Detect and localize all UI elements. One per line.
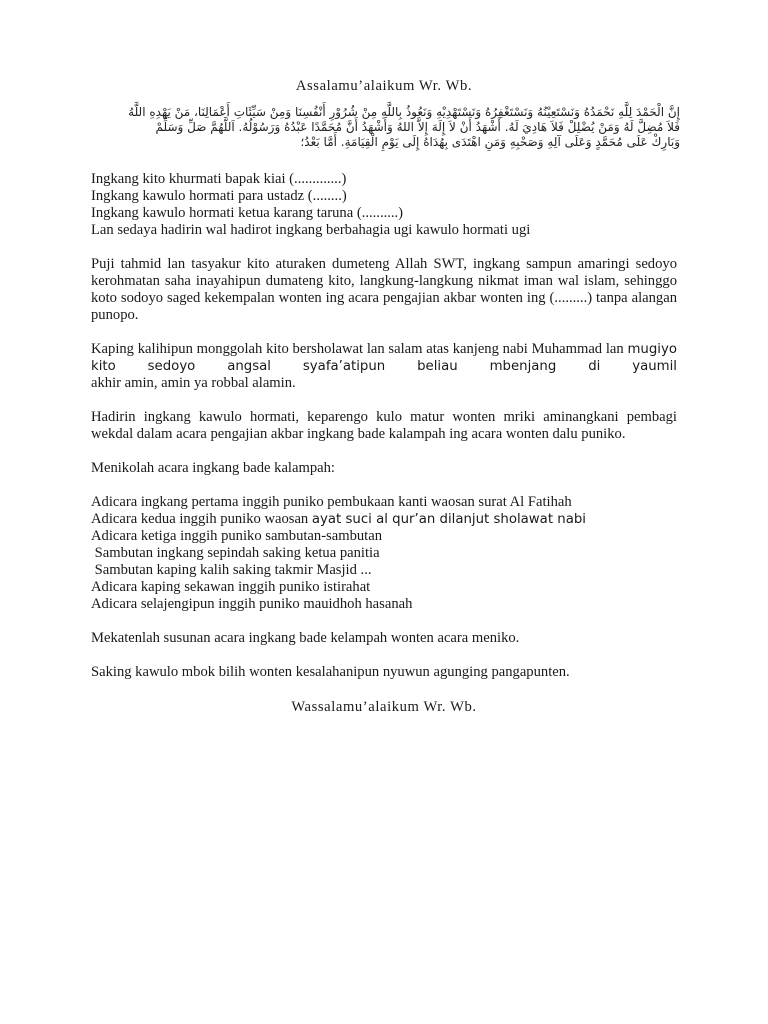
- shalawat-line-1: [91, 341, 677, 375]
- agenda-list: [91, 494, 677, 613]
- opening-salam-heading: Assalamu’alaikum Wr. Wb.: [295, 78, 473, 94]
- greeting-line-ustadz: Ingkang kawulo hormati para ustadz (........): [91, 188, 347, 204]
- agenda-intro: Menikolah acara ingkang bade kalampah:: [91, 460, 335, 476]
- agenda-item-speech-takmir: Sambutan kaping kalih saking takmir Masjid ...: [91, 562, 372, 578]
- agenda-item-quran-serif: Adicara kedua inggih puniko waosan: [91, 511, 312, 527]
- paragraph-shalawat: [91, 341, 677, 392]
- apology-text: Saking kawulo mbok bilih wonten kesalahanipun nyuwun agunging pangapunten.: [91, 664, 570, 680]
- agenda-item-quran: [91, 511, 677, 528]
- agenda-item-speech-committee: Sambutan ingkang sepindah saking ketua panitia: [91, 545, 380, 561]
- agenda-item-opening: Adicara ingkang pertama inggih puniko pembukaan kanti waosan surat Al Fatihah: [91, 494, 572, 510]
- arabic-opening-prayer: [88, 105, 680, 150]
- agenda-item-break: Adicara kaping sekawan inggih puniko istirahat: [91, 579, 371, 595]
- shalawat-sans-text: mugiyo kito sedoyo angsal syafa’atipun beliau mbenjang di yaumil: [91, 342, 677, 374]
- agenda-item-sermon: Adicara selajengipun inggih puniko mauidhoh hasanah: [91, 596, 413, 612]
- paragraph-praise: Puji tahmid lan tasyakur kito aturaken dumeteng Allah SWT, ingkang sampun amaringi sedoyo kerohmatan saha inayahipun dumateng kito, langkung-langkung nikmat iman wal islam, sehinggo koto sodoyo saged kekempalan wonten ing acara pengajian akbar wonten ing (.........) tanpa alangan punopo.: [91, 256, 677, 323]
- shalawat-closing-line: akhir amin, amin ya robbal alamin.: [91, 375, 296, 391]
- closing-salam-heading: Wassalamu’alaikum Wr. Wb.: [291, 699, 477, 715]
- agenda-item-speeches: Adicara ketiga inggih puniko sambutan-sambutan: [91, 528, 382, 544]
- greeting-line-hadirin: Lan sedaya hadirin wal hadirot ingkang berbahagia ugi kawulo hormati ugi: [91, 222, 531, 238]
- greeting-line-ketua: Ingkang kawulo hormati ketua karang taruna (..........): [91, 205, 404, 221]
- document-page: [91, 78, 680, 716]
- arabic-line-1: إِنَّ الْحَمْدَ لِلَّهِ نَحْمَدُهُ وَنَسْتَعِيْنُهُ وَنَسْتَغْفِرُهُ وَنَسْتَهْدِيْهِ وَنَعُوذُ بِاللَّهِ مِنْ شُرُوْرِ أَنْفُسِنَا وَمِنْ سَيِّئَاتِ أَعْمَالِنَا، مَنْ يَهْدِهِ اللَّهُ: [128, 105, 680, 119]
- greetings-block: [91, 171, 677, 239]
- shalawat-serif-text: Kaping kalihipun monggolah kito bersholawat lan salam atas kanjeng nabi Muhammad lan: [91, 341, 628, 357]
- arabic-line-2: فَلاَ مُضِلَّ لَهُ وَمَنْ يُضْلِلْ فَلاَ هَادِيَ لَهُ. أَشْهَدُ أَنْ لاَ إِلَهَ إِلاَّ اللهُ وَأَشْهَدُ أَنَّ مُحَمَّدًا عَبْدُهُ وَرَسُوْلُهُ. اَللَّهُمَّ صَلِّ وَسَلِّمْ: [155, 120, 680, 134]
- paragraph-time-allocation: Hadirin ingkang kawulo hormati, keparengo kulo matur wonten mriki aminangkani pembagi wekdal dalam acara pengajian akbar ingkang bade kalampah ing acara wonten dalu puniko.: [91, 409, 677, 442]
- agenda-item-quran-sans: ayat suci al qur’an dilanjut sholawat nabi: [311, 512, 586, 527]
- arabic-line-3: وَبَارِكْ عَلَى مُحَمَّدٍ وَعَلَى آلِهِ وَصَحْبِهِ وَمَنِ اهْتَدَى بِهُدَاهُ إِلَى يَوْمِ الْقِيَامَةِ. أَمَّا بَعْدُ؛: [300, 135, 680, 149]
- greeting-line-kiai: Ingkang kito khurmati bapak kiai (.............): [91, 171, 347, 187]
- closing-arrangement-text: Mekatenlah susunan acara ingkang bade kelampah wonten acara meniko.: [91, 630, 520, 646]
